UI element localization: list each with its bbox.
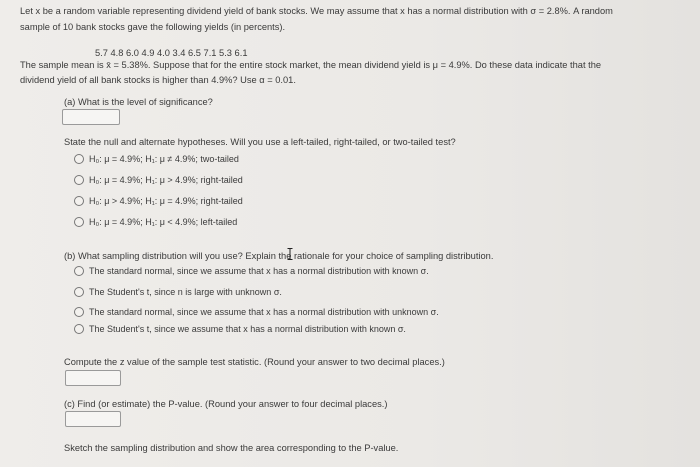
significance-answer-input[interactable] <box>62 109 120 125</box>
mouse-cursor-icon <box>286 248 294 260</box>
distribution-option-1-label: The standard normal, since we assume that x has a normal distribution with known σ. <box>89 266 429 276</box>
data-values: 5.7 4.8 6.0 4.9 4.0 3.4 6.5 7.1 5.3 6.1 <box>95 48 248 58</box>
intro-line-4: dividend yield of all bank stocks is higher than 4.9%? Use α = 0.01. <box>20 75 296 85</box>
part-c-question: (c) Find (or estimate) the P-value. (Round your answer to four decimal places.) <box>64 399 388 409</box>
hypothesis-option-3[interactable] <box>74 196 243 206</box>
radio-button[interactable] <box>74 154 84 164</box>
radio-button[interactable] <box>74 217 84 227</box>
intro-line-1: Let x be a random variable representing dividend yield of bank stocks. We may assume that x has a normal distribution with σ = 2.8%. A random <box>20 6 613 16</box>
radio-button[interactable] <box>74 287 84 297</box>
p-value-answer-input[interactable] <box>65 411 121 427</box>
hypothesis-option-2[interactable] <box>74 175 243 185</box>
intro-line-2: sample of 10 bank stocks gave the following yields (in percents). <box>20 22 286 32</box>
hypothesis-option-1[interactable] <box>74 154 239 164</box>
hypothesis-option-4[interactable] <box>74 217 237 227</box>
distribution-option-4[interactable] <box>74 324 406 334</box>
hypothesis-option-1-label: H₀: μ = 4.9%; H₁: μ ≠ 4.9%; two-tailed <box>89 154 239 164</box>
intro-line-3: The sample mean is x̄ = 5.38%. Suppose that for the entire stock market, the mean dividend yield is μ = 4.9%. Do these data indicate that the <box>20 60 602 70</box>
z-value-question: Compute the z value of the sample test statistic. (Round your answer to two decimal places.) <box>64 357 445 367</box>
radio-button[interactable] <box>74 196 84 206</box>
distribution-option-4-label: The Student's t, since we assume that x has a normal distribution with known σ. <box>89 324 406 334</box>
radio-button[interactable] <box>74 175 84 185</box>
hypotheses-question: State the null and alternate hypotheses. Will you use a left-tailed, right-tailed, or two-tailed test? <box>64 137 456 147</box>
distribution-option-3-label: The standard normal, since we assume that x has a normal distribution with unknown σ. <box>89 307 439 317</box>
distribution-option-2[interactable] <box>74 287 282 297</box>
distribution-option-2-label: The Student's t, since n is large with unknown σ. <box>89 287 282 297</box>
distribution-option-1[interactable] <box>74 266 429 276</box>
hypothesis-option-3-label: H₀: μ > 4.9%; H₁: μ = 4.9%; right-tailed <box>89 196 243 206</box>
hypothesis-option-2-label: H₀: μ = 4.9%; H₁: μ > 4.9%; right-tailed <box>89 175 243 185</box>
hypothesis-option-4-label: H₀: μ = 4.9%; H₁: μ < 4.9%; left-tailed <box>89 217 238 227</box>
part-b-question: (b) What sampling distribution will you use? Explain the rationale for your choice of sampling distribution. <box>64 251 494 261</box>
radio-button[interactable] <box>74 266 84 276</box>
radio-button[interactable] <box>74 307 84 317</box>
radio-button[interactable] <box>74 324 84 334</box>
distribution-option-3[interactable] <box>74 307 439 317</box>
part-a-question: (a) What is the level of significance? <box>64 97 213 107</box>
z-value-answer-input[interactable] <box>65 370 121 386</box>
sketch-instruction: Sketch the sampling distribution and show the area corresponding to the P-value. <box>64 443 399 453</box>
